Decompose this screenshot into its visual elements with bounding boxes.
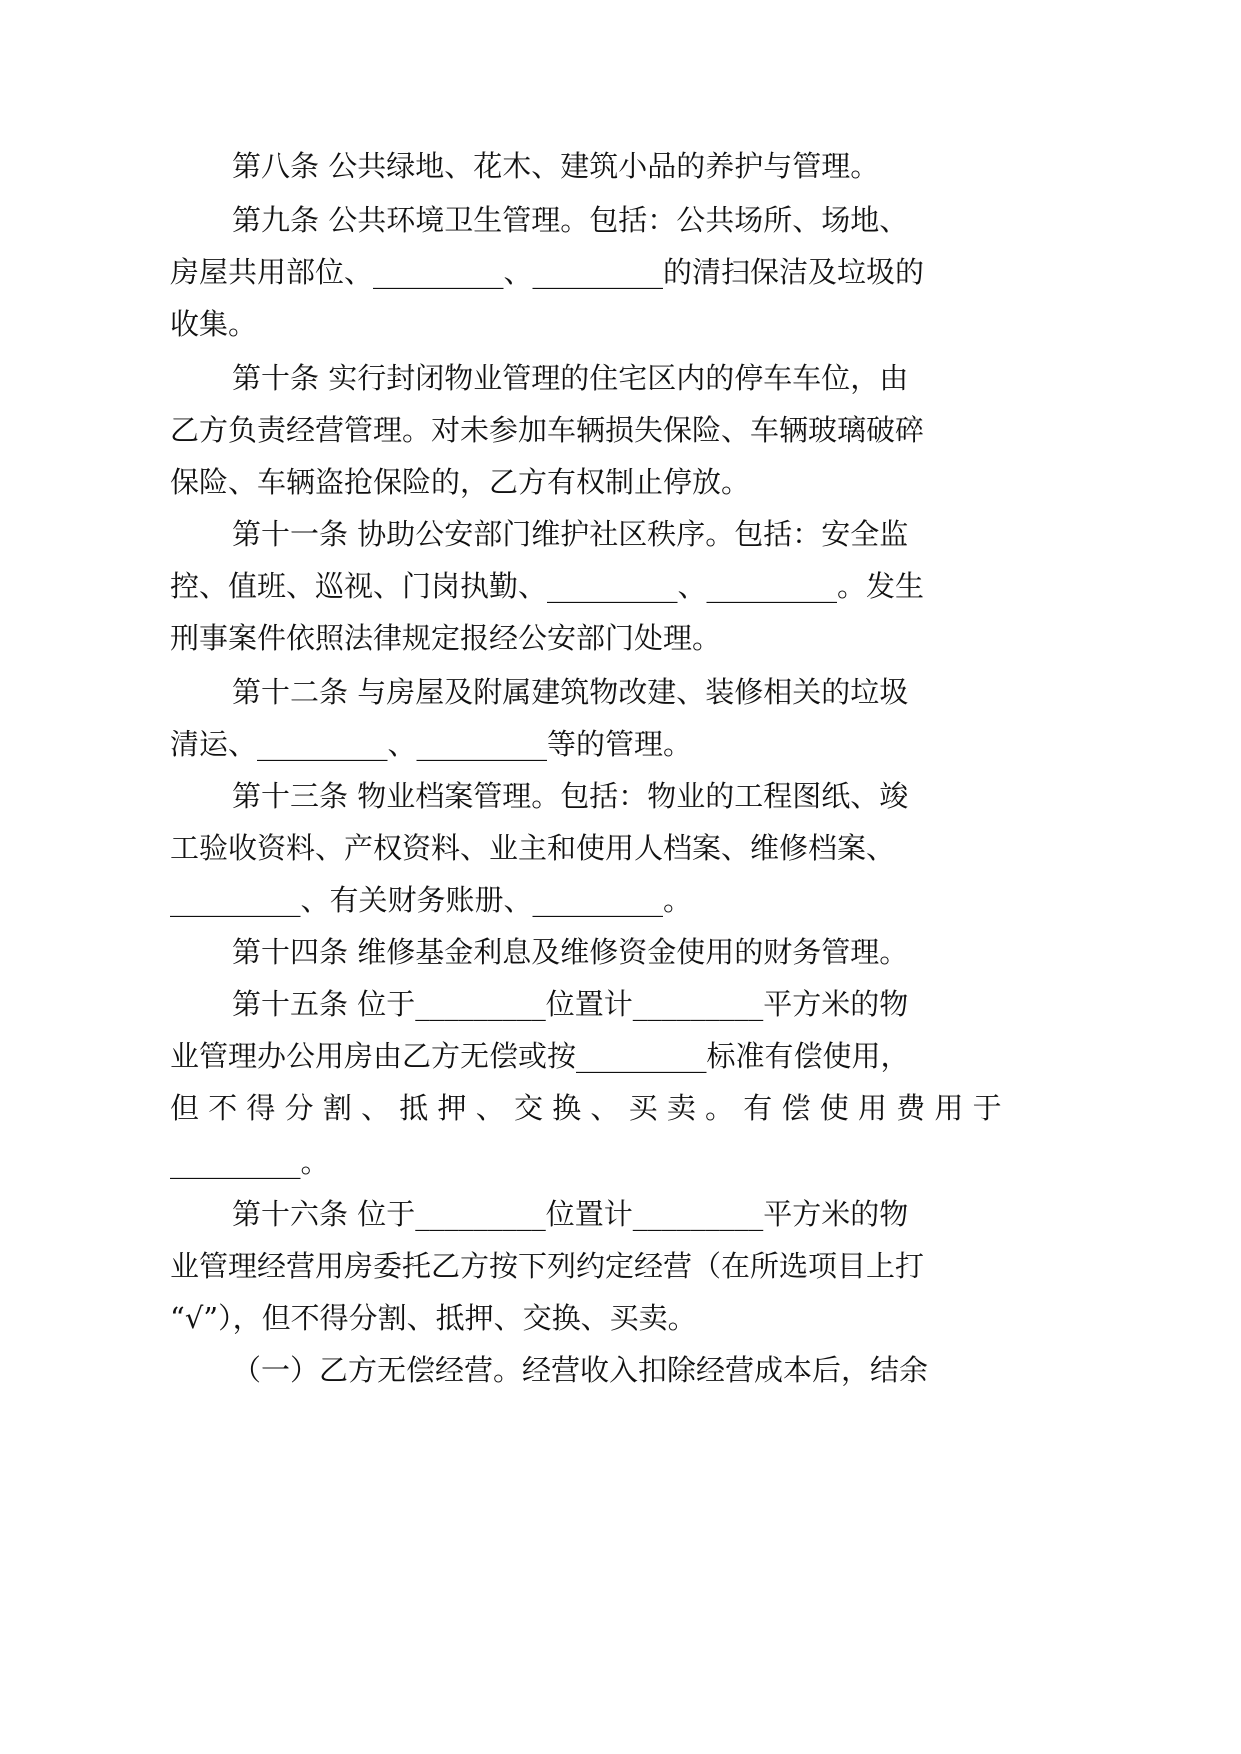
line-text: （一）乙方无偿经营。经营收入扣除经营成本后，结余 — [232, 1353, 929, 1387]
line-text: 刑事案件依照法律规定报经公安部门处理。 — [170, 621, 722, 655]
paragraph-line — [0, 400, 1241, 460]
paragraph-line — [0, 1236, 1241, 1296]
paragraph-line — [0, 922, 1241, 982]
paragraph-line — [0, 294, 1241, 354]
line-text: 房屋共用部位、_________、_________的清扫保洁及垃圾的 — [170, 255, 925, 289]
paragraph-line — [0, 1078, 1241, 1138]
paragraph-line — [0, 1184, 1241, 1244]
paragraph-line — [0, 1340, 1241, 1400]
line-text: 清运、_________、_________等的管理。 — [170, 727, 693, 761]
line-text: “√”），但不得分割、抵押、交换、买卖。 — [170, 1301, 697, 1335]
paragraph-line — [0, 136, 1241, 196]
line-text: 控、值班、巡视、门岗执勤、_________、_________。发生 — [170, 569, 925, 603]
line-text: 乙方负责经营管理。对未参加车辆损失保险、车辆玻璃破碎 — [170, 413, 925, 447]
line-text: 第十一条 协助公安部门维护社区秩序。包括：安全监 — [232, 517, 909, 551]
line-text: 第十三条 物业档案管理。包括：物业的工程图纸、竣 — [232, 779, 909, 813]
paragraph-line — [0, 766, 1241, 826]
line-text: 业管理经营用房委托乙方按下列约定经营（在所选项目上打 — [170, 1249, 925, 1283]
line-text: 业管理办公用房由乙方无偿或按_________标准有偿使用， — [170, 1039, 910, 1073]
paragraph-line — [0, 662, 1241, 722]
paragraph-line — [0, 348, 1241, 408]
line-text: 第十四条 维修基金利息及维修资金使用的财务管理。 — [232, 935, 909, 969]
line-text: 但 不 得 分 割 、 抵 押 、 交 换 、 买 卖 。 有 偿 使 用 费 用 于 — [170, 1091, 1002, 1125]
paragraph-line — [0, 974, 1241, 1034]
paragraph-line — [0, 1132, 1241, 1192]
line-text: 第八条 公共绿地、花木、建筑小品的养护与管理。 — [232, 149, 880, 183]
paragraph-line — [0, 608, 1241, 668]
line-text: 收集。 — [170, 307, 258, 341]
paragraph-line — [0, 190, 1241, 250]
line-text: 第十条 实行封闭物业管理的住宅区内的停车车位，由 — [232, 361, 909, 395]
paragraph-line — [0, 1026, 1241, 1086]
line-text: _________、有关财务账册、_________。 — [170, 883, 693, 917]
paragraph-line — [0, 556, 1241, 616]
line-text: _________。 — [170, 1145, 330, 1179]
paragraph-line — [0, 818, 1241, 878]
paragraph-line — [0, 504, 1241, 564]
line-text: 工验收资料、产权资料、业主和使用人档案、维修档案、 — [170, 831, 896, 865]
line-text: 保险、车辆盗抢保险的，乙方有权制止停放。 — [170, 465, 751, 499]
paragraph-line — [0, 714, 1241, 774]
line-text: 第九条 公共环境卫生管理。包括：公共场所、场地、 — [232, 203, 909, 237]
line-text: 第十二条 与房屋及附属建筑物改建、装修相关的垃圾 — [232, 675, 909, 709]
line-text: 第十六条 位于_________位置计_________平方米的物 — [232, 1197, 909, 1231]
paragraph-line — [0, 1288, 1241, 1348]
paragraph-line — [0, 452, 1241, 512]
paragraph-line — [0, 242, 1241, 302]
line-text: 第十五条 位于_________位置计_________平方米的物 — [232, 987, 909, 1021]
paragraph-line — [0, 870, 1241, 930]
